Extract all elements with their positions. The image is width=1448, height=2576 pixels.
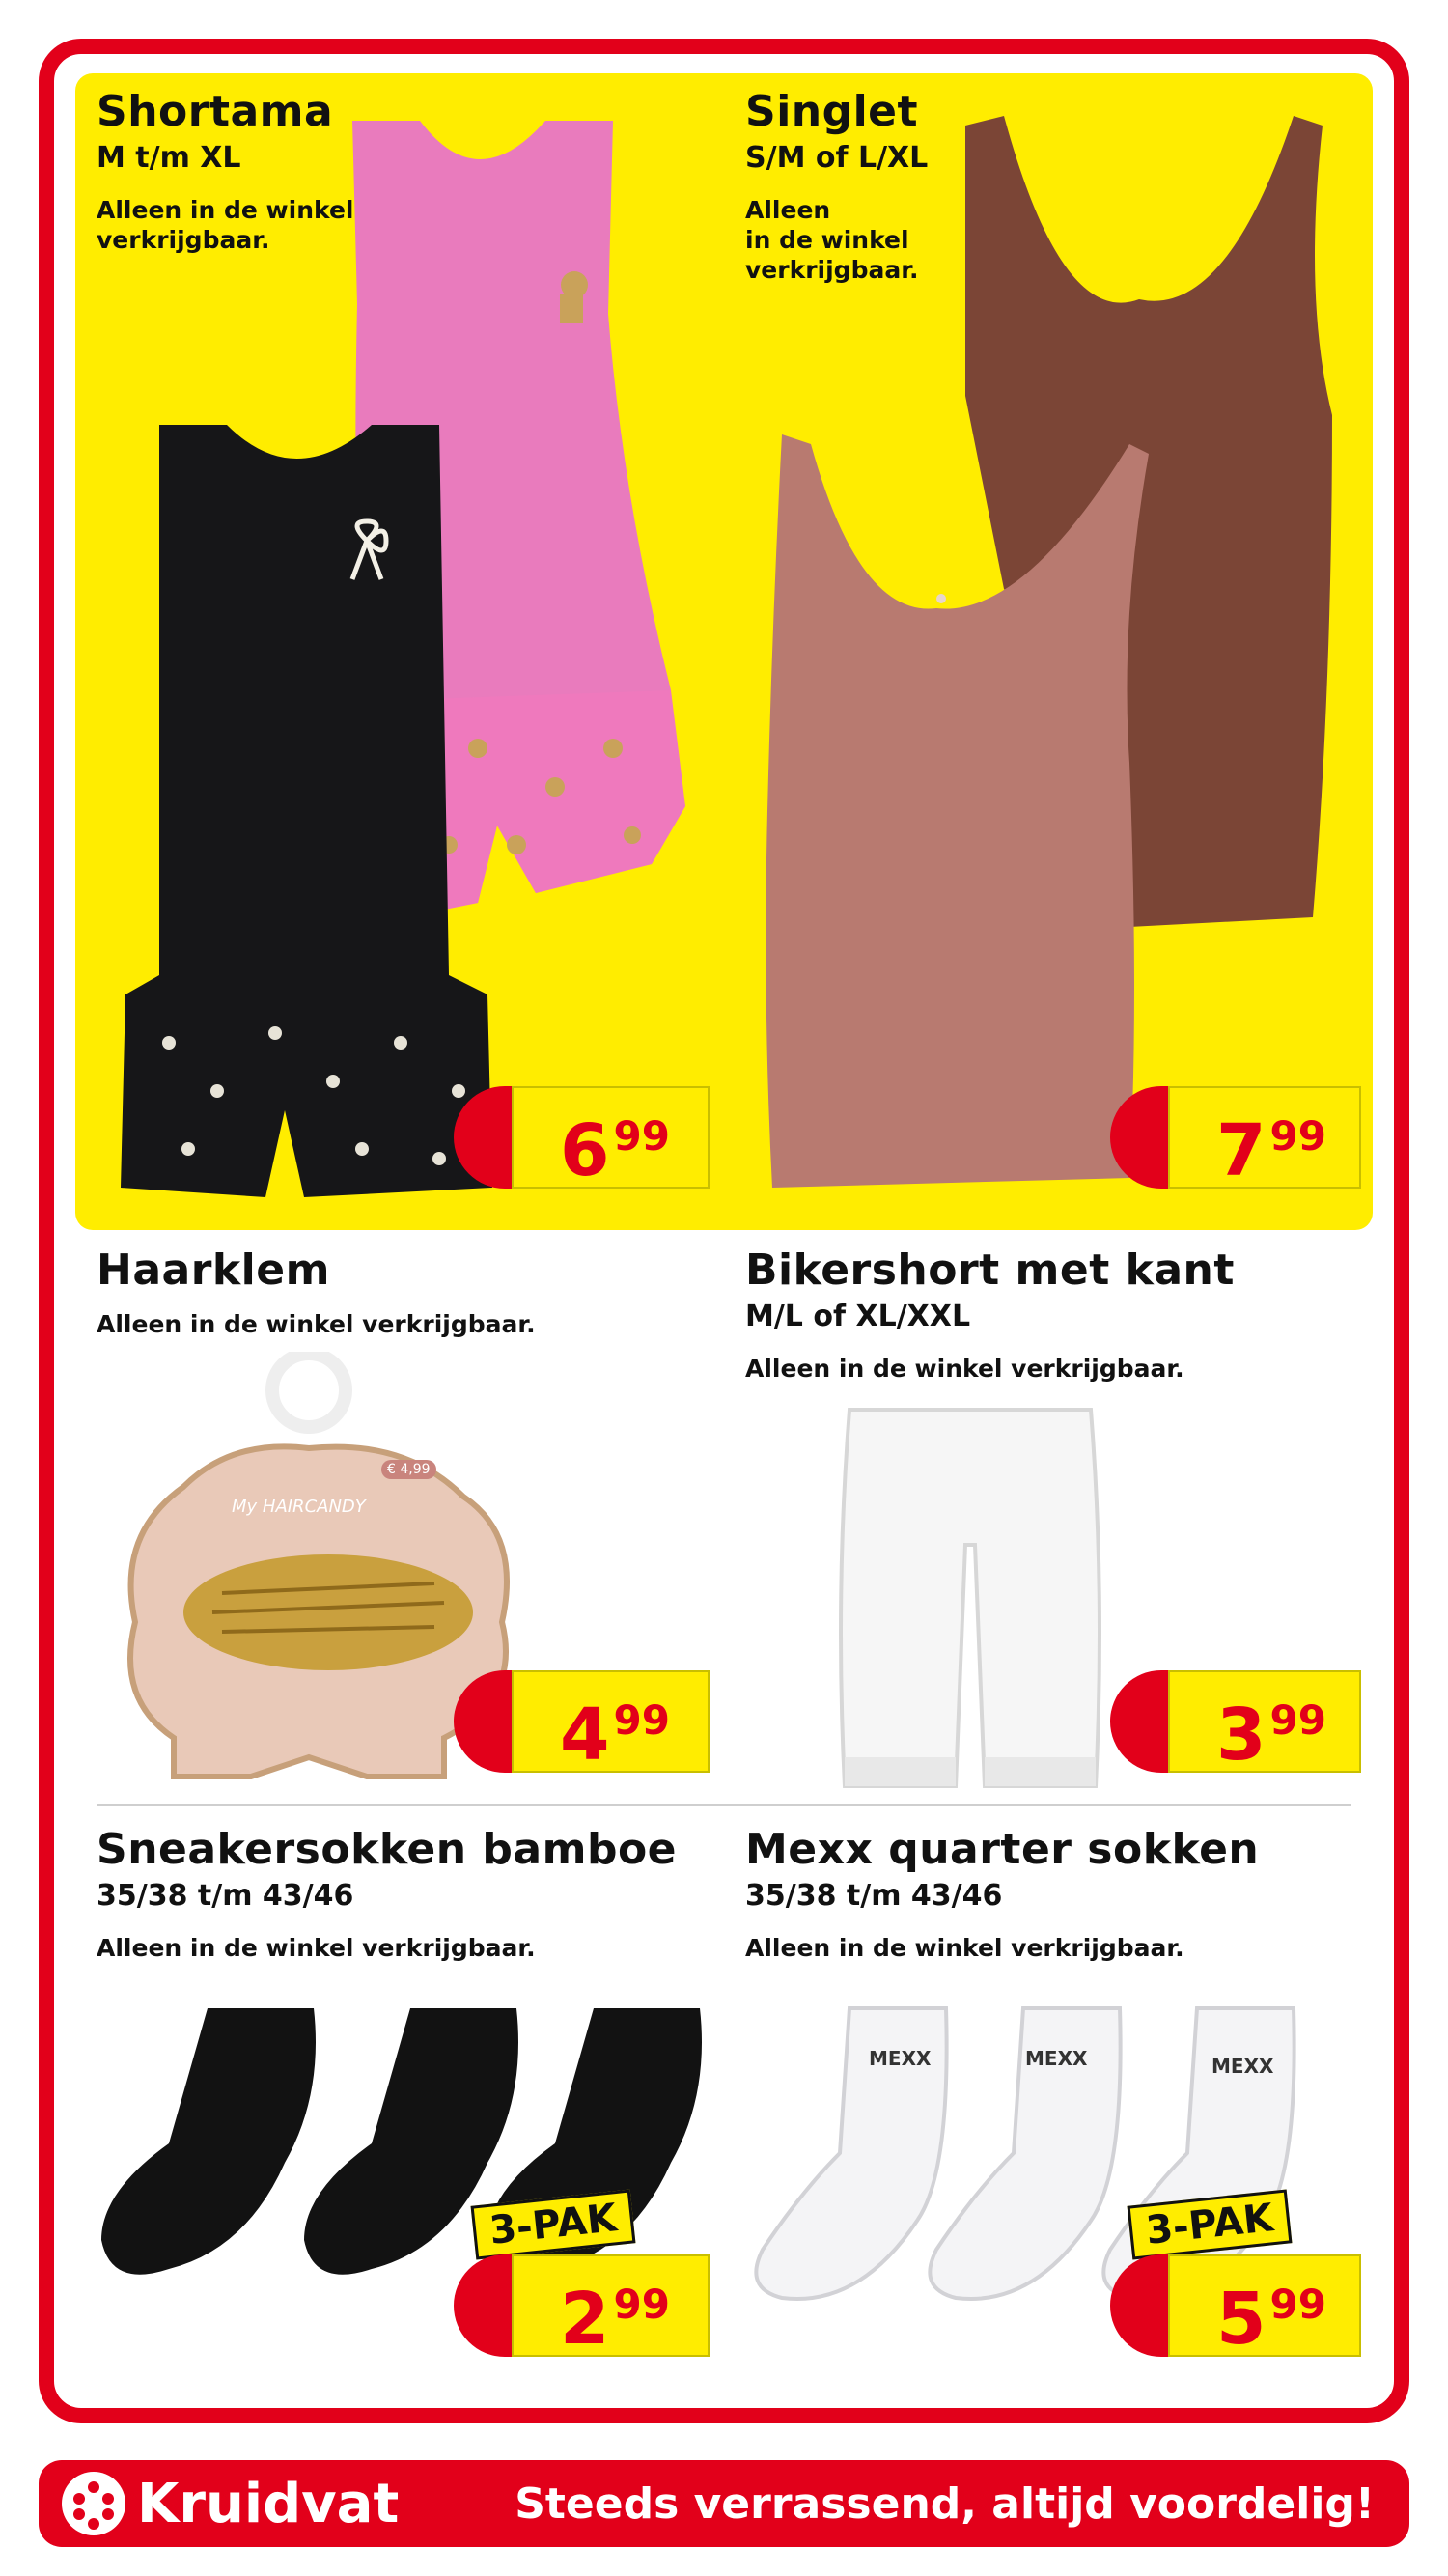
bikershort-price-badge: $3^{99}$: [1110, 1670, 1361, 1773]
bikershort-title: Bikershort met kant: [745, 1246, 1235, 1295]
mexx-size: 35/38 t/m 43/46: [745, 1879, 1003, 1913]
shortama-black-image: [111, 415, 497, 1207]
mexx-sock-logo-1: MEXX: [869, 2047, 932, 2070]
footer-bar: [39, 2460, 1409, 2547]
sneakersokken-image: [92, 1999, 729, 2288]
singlet-note: Alleen in de winkel verkrijgbaar.: [745, 196, 919, 284]
haarklem-note: Alleen in de winkel verkrijgbaar.: [97, 1310, 536, 1338]
bikershort-image: [830, 1400, 1110, 1806]
singlet-title: Singlet: [745, 87, 919, 136]
kruidvat-dots-logo-icon: [62, 2472, 125, 2535]
sneakersokken-size: 35/38 t/m 43/46: [97, 1879, 354, 1913]
bikershort-note: Alleen in de winkel verkrijgbaar.: [745, 1355, 1184, 1383]
section-divider: [97, 1804, 1351, 1806]
mexx-sock-logo-2: MEXX: [1025, 2047, 1088, 2070]
haarklem-package-price: € 4,99: [381, 1460, 436, 1479]
sneakersokken-pack-label: 3-PAK: [471, 2189, 636, 2259]
mexx-price-badge: $5^{99}$: [1110, 2254, 1361, 2357]
haarklem-title: Haarklem: [97, 1246, 330, 1295]
mexx-note: Alleen in de winkel verkrijgbaar.: [745, 1934, 1184, 1962]
sneakersokken-note: Alleen in de winkel verkrijgbaar.: [97, 1934, 536, 1962]
footer-slogan: Steeds verrassend, altijd voordelig!: [515, 2479, 1375, 2529]
kruidvat-logo[interactable]: [62, 2472, 399, 2535]
shortama-size: M t/m XL: [97, 141, 241, 175]
haarklem-package-brand: My HAIRCANDY: [232, 1497, 366, 1517]
kruidvat-brand-name: Kruidvat: [137, 2472, 400, 2535]
shortama-title: Shortama: [97, 87, 334, 136]
shortama-note: Alleen in de winkel verkrijgbaar.: [97, 196, 354, 254]
sneakersokken-price-badge: $2^{99}$: [454, 2254, 710, 2357]
singlet-price-badge: $7^{99}$: [1110, 1086, 1361, 1189]
sneakersokken-title: Sneakersokken bamboe: [97, 1825, 678, 1874]
mexx-title: Mexx quarter sokken: [745, 1825, 1260, 1874]
mexx-pack-label: 3-PAK: [1128, 2189, 1293, 2259]
singlet-size: S/M of L/XL: [745, 141, 929, 175]
singlet-rose-image: [753, 425, 1158, 1197]
shortama-price-badge: $6^{99}$: [454, 1086, 710, 1189]
mexx-sock-logo-3: MEXX: [1211, 2055, 1274, 2078]
haarklem-price-badge: $4^{99}$: [454, 1670, 710, 1773]
bikershort-size: M/L of XL/XXL: [745, 1300, 971, 1333]
